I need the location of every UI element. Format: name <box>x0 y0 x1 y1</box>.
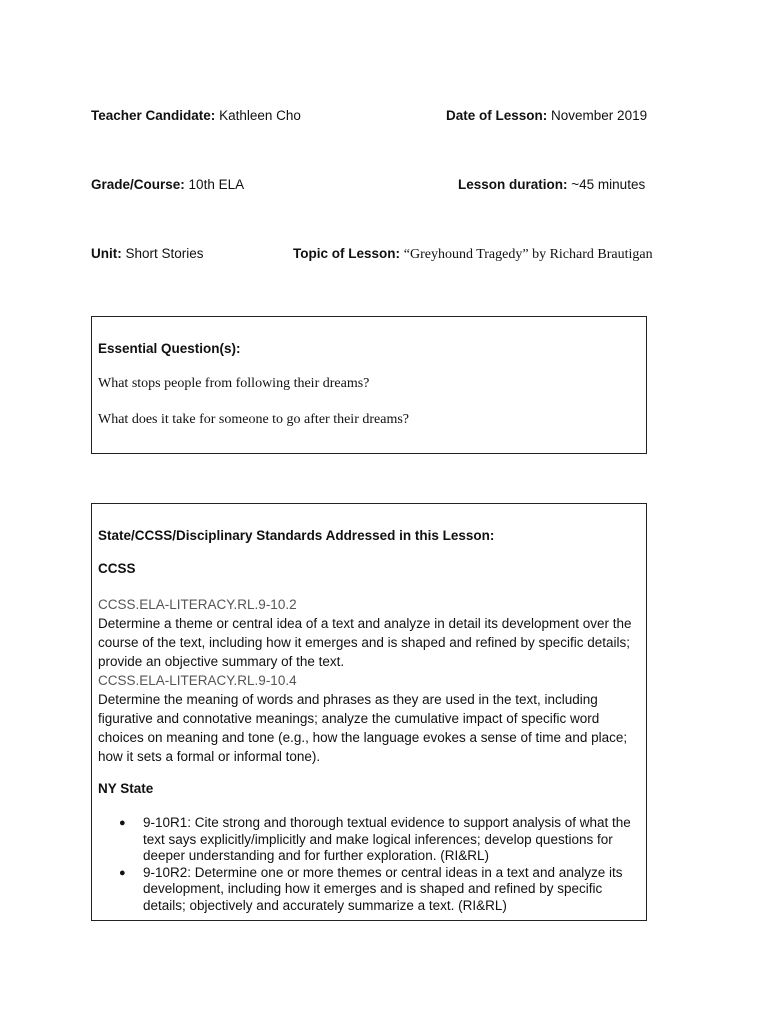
list-item <box>98 815 642 865</box>
ccss-standards-list <box>98 595 642 766</box>
standards-heading: State/CCSS/Disciplinary Standards Addressed in this Lesson: <box>98 528 495 543</box>
ccss-description: Determine the meaning of words and phrases as they are used in the text, including figurative and connotative meanings; analyze the cumulative impact of specific word choices on meaning and tone (e.g., how the language evokes a sense of time and place; how it sets a formal or informal tone). <box>98 692 628 764</box>
ccss-description: Determine a theme or central idea of a text and analyze in detail its development over the course of the text, including how it emerges and is shaped and refined by specific details; provide an objective summary of the text. <box>98 616 632 669</box>
grade-course-field <box>91 177 244 193</box>
list-item <box>98 865 642 915</box>
ccss-heading: CCSS <box>98 561 136 576</box>
lesson-duration-label: Lesson duration: <box>458 177 568 192</box>
essential-question-2: What does it take for someone to go after their dreams? <box>98 412 409 427</box>
teacher-candidate-field <box>91 108 301 124</box>
unit-value: Short Stories <box>125 246 204 261</box>
date-of-lesson-field <box>446 108 647 124</box>
lesson-duration-value: ~45 minutes <box>571 177 646 192</box>
standards-box <box>91 503 647 921</box>
teacher-candidate-label: Teacher Candidate: <box>91 108 216 123</box>
ccss-code: CCSS.ELA-LITERACY.RL.9-10.2 <box>98 597 297 612</box>
topic-of-lesson-field <box>293 246 653 263</box>
bullet-icon: ● <box>119 866 126 879</box>
essential-questions-box <box>91 316 647 454</box>
unit-label: Unit: <box>91 246 122 261</box>
essential-questions-heading: Essential Question(s): <box>98 341 241 356</box>
date-of-lesson-value: November 2019 <box>551 108 648 123</box>
date-of-lesson-label: Date of Lesson: <box>446 108 548 123</box>
ny-state-heading: NY State <box>98 781 154 796</box>
bullet-icon: ● <box>119 817 126 829</box>
grade-course-value: 10th ELA <box>188 177 245 192</box>
ccss-code: CCSS.ELA-LITERACY.RL.9-10.4 <box>98 673 297 688</box>
ny-standards-list <box>98 815 642 914</box>
ny-standard-text: 9-10R2: Determine one or more themes or central ideas in a text and analyze its development, including how it emerges and is shaped and refined by specific details; objectively and accurately summarize a text. (RI&RL) <box>143 864 623 913</box>
lesson-duration-field <box>458 177 645 193</box>
topic-of-lesson-value: “Greyhound Tragedy” by Richard Brautigan <box>403 247 653 262</box>
ny-standard-text: 9-10R1: Cite strong and thorough textual evidence to support analysis of what the text says explicitly/implicitly and make logical inferences; develop questions for deeper understanding and for further exploration. (RI&RL) <box>143 815 631 863</box>
topic-of-lesson-label: Topic of Lesson: <box>293 246 400 261</box>
unit-field <box>91 246 204 262</box>
teacher-candidate-value: Kathleen Cho <box>219 108 301 123</box>
grade-course-label: Grade/Course: <box>91 177 185 192</box>
essential-question-1: What stops people from following their dreams? <box>98 376 370 391</box>
